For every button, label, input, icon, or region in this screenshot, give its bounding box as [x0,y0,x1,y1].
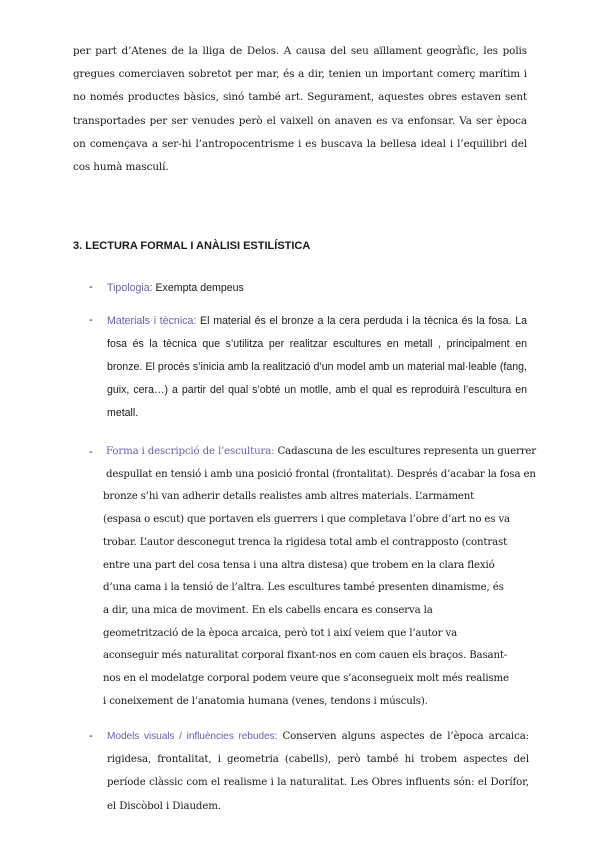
item-text: Conserven alguns aspectes de l’època arcaica: rigidesa, frontalitat, i geometria (cabells), però també hi trobem aspectes del període clàssic com el realisme i la naturalitat. Les Obres influents són: el Dorífor, el Discòbol i Diaudem. [107,731,530,812]
list-item-tipologia [107,277,537,300]
item-text-line: d’una cama i la tensió de l’altra. Les escultures també presenten dinamisme, és [103,582,504,594]
item-text-line: trobar. L’autor desconegut trenca la rigidesa total amb el contrapposto (contrast [103,536,508,548]
item-text-line: geometrització de la època arcaica, però tot i així veiem que l’autor va [103,627,458,639]
item-text: Exempta dempeus [152,282,244,294]
list-item-models [107,725,529,818]
item-text-line: despullat en tensió i amb una posició frontal (frontalitat). Després d’acabar la fosa en [106,468,536,480]
item-text-line: Cadascuna de les escultures representa un guerrer [274,446,537,457]
bullet-marker: - [89,314,93,326]
bullet-marker: - [89,730,93,742]
item-text-line: bronze s’hi van adherir detalls realistes amb altres materials. L’armament [103,491,475,503]
item-text-line: a dir, una mica de moviment. En els cabells encara es conserva la [103,604,433,616]
list-item-forma [103,441,537,713]
intro-paragraph: per part d’Atenes de la lliga de Delos. A causa del seu aïllament geogràfic, les polis gregues comerciaven sobretot per mar, és a dir, tenien un important comerç marítim i no només productes bàsics, sinó també art. Segurament, aquestes obres estaven sent transportades per ser venudes però el vaixell on anaven es va enfonsar. Va ser època on començava a ser-hi l’antropocentrisme i es buscava la bellesa ideal i l’equilibri del cos humà masculí. [73,45,527,174]
item-first-line [103,441,537,464]
section-heading: 3. LECTURA FORMAL I ANÀLISI ESTILÍSTICA [73,240,311,252]
item-text: El material és el bronze a la cera perduda i la tècnica és la fosa. La fosa és la tècnica que s’utilitza per realitzar escultures en metall , principalment en bronze. El procés s’inicia amb la realització d’un model amb un material mal·leable (fang, guix, cera…) a partir del qual s’obté un motlle, amb el qual es reproduirà l’escultura en metall. [107,315,527,419]
item-label: Materials i tècnica: [107,315,197,327]
item-text-line: entre una part del cosa tensa i una altra distesa) que trobem en la clara flexió [103,559,495,571]
list-item-materials [107,310,527,425]
item-text-line: (espasa o escut) que portaven els guerrers i que completava l’obre d’art no es va [103,514,510,526]
bullet-marker: - [89,281,93,293]
item-text-line: i coneixement de l’anatomia humana (venes, tendons i músculs). [103,695,428,707]
item-label: Forma i descripció de l’escultura: [106,446,275,457]
item-text-line: nos en el modelatge corporal podem veure que s’aconsegueix molt més realisme [103,673,509,685]
item-label: Models visuals / influències rebudes: [107,731,278,742]
item-text-line: aconseguir més naturalitat corporal fixant-nos en com cauen els braços. Basant- [103,650,508,662]
item-label: Tipologia: [107,282,153,294]
bullet-marker: - [89,446,93,458]
